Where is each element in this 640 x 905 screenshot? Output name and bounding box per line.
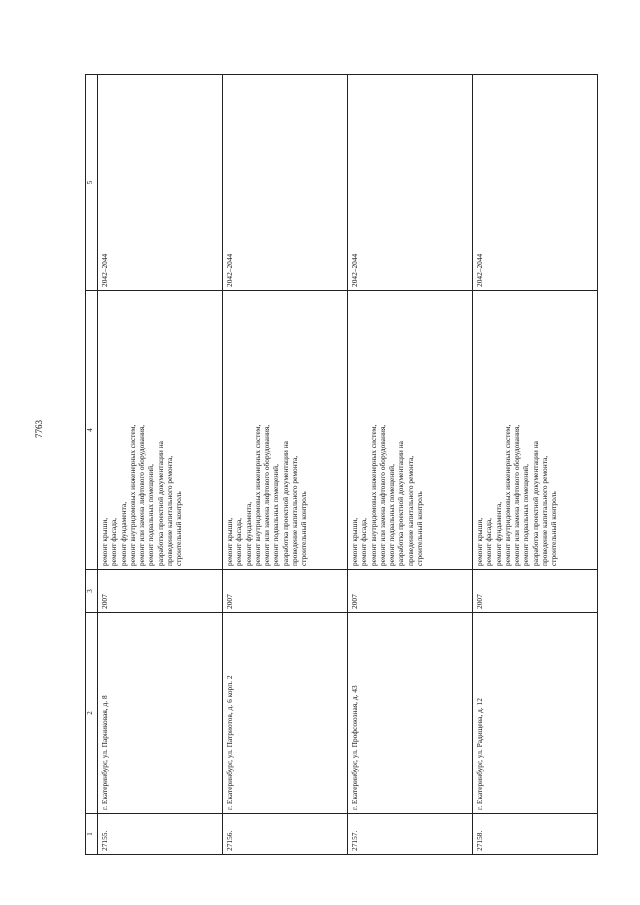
work-item: ремонт фасада, bbox=[484, 518, 494, 566]
repair-table bbox=[85, 74, 598, 855]
work-item: ремонт подвальных помещений, bbox=[387, 464, 396, 566]
work-item: ремонт подвальных помещений, bbox=[146, 464, 156, 566]
work-item: проведение капитального ремонта, bbox=[405, 455, 415, 566]
work-item: ремонт внутридомовых инженерных систем, bbox=[127, 424, 137, 566]
work-item: строительный контроль bbox=[174, 491, 183, 566]
header-col-2: 2 bbox=[86, 613, 98, 814]
work-item: разработка проектной документации на bbox=[396, 441, 406, 566]
year-cell: 2007 bbox=[348, 570, 473, 613]
work-item: ремонт или замена лифтового оборудования, bbox=[262, 424, 271, 566]
work-item: ремонт внутридомовых инженерных систем, bbox=[252, 424, 262, 566]
period-cell: 2042–2044 bbox=[348, 75, 473, 291]
work-item: разработка проектной документации на bbox=[155, 441, 165, 566]
header-row bbox=[86, 75, 98, 855]
header-col-1: 1 bbox=[86, 814, 98, 855]
work-item: проведение капитального ремонта, bbox=[289, 455, 299, 566]
address-cell: г. Екатеринбург, ул. Профсоюзная, д. 43 bbox=[348, 613, 473, 814]
address-cell: г. Екатеринбург, ул. Патриотов, д. 6 корп. 2 bbox=[223, 613, 348, 814]
work-item: ремонт крыши, bbox=[350, 517, 359, 566]
work-item: разработка проектной документации на bbox=[530, 441, 540, 566]
row-number-cell: 27155. bbox=[98, 814, 223, 855]
work-item: ремонт крыши, bbox=[225, 517, 234, 566]
address-cell: г. Екатеринбург, ул. Радищева, д. 12 bbox=[473, 613, 598, 814]
header-col-3: 3 bbox=[86, 570, 98, 613]
work-item: ремонт подвальных помещений, bbox=[521, 464, 531, 566]
work-item: ремонт фундамента, bbox=[118, 501, 128, 566]
header-col-5: 5 bbox=[86, 75, 98, 291]
work-item: ремонт подвальных помещений, bbox=[271, 464, 281, 566]
works-cell bbox=[348, 291, 473, 570]
work-item: ремонт внутридомовых инженерных систем, bbox=[368, 424, 378, 566]
table-row bbox=[223, 75, 348, 855]
period-cell: 2042–2044 bbox=[473, 75, 598, 291]
row-number-cell: 27156. bbox=[223, 814, 348, 855]
year-cell: 2007 bbox=[223, 570, 348, 613]
work-item: ремонт внутридомовых инженерных систем, bbox=[502, 424, 512, 566]
work-item: строительный контроль bbox=[414, 491, 424, 566]
row-number-cell: 27158. bbox=[473, 814, 598, 855]
table-body bbox=[98, 75, 598, 855]
work-item: ремонт фундамента, bbox=[243, 501, 253, 566]
work-item: ремонт крыши, bbox=[475, 517, 484, 566]
year-cell: 2007 bbox=[98, 570, 223, 613]
table-row bbox=[98, 75, 223, 855]
period-cell: 2042–2044 bbox=[223, 75, 348, 291]
work-item: ремонт или замена лифтового оборудования, bbox=[377, 424, 387, 566]
work-item: разработка проектной документации на bbox=[280, 441, 290, 566]
works-cell bbox=[473, 291, 598, 570]
work-item: проведение капитального ремонта, bbox=[539, 455, 549, 566]
works-cell bbox=[223, 291, 348, 570]
work-item: ремонт или замена лифтового оборудования, bbox=[137, 424, 146, 566]
work-item: ремонт фасада, bbox=[359, 518, 369, 566]
year-cell: 2007 bbox=[473, 570, 598, 613]
work-item: ремонт фасада, bbox=[109, 518, 119, 566]
repair-table-wrapper bbox=[85, 80, 590, 855]
header-col-4: 4 bbox=[86, 291, 98, 570]
page-number: 7763 bbox=[34, 420, 44, 438]
work-item: строительный контроль bbox=[549, 491, 558, 566]
row-number-cell: 27157. bbox=[348, 814, 473, 855]
work-item: проведение капитального ремонта, bbox=[164, 455, 174, 566]
work-item: ремонт фундамента, bbox=[493, 501, 503, 566]
period-cell: 2042–2044 bbox=[98, 75, 223, 291]
works-cell bbox=[98, 291, 223, 570]
work-item: ремонт фасада, bbox=[234, 518, 244, 566]
table-row bbox=[348, 75, 473, 855]
work-item: ремонт или замена лифтового оборудования, bbox=[512, 424, 521, 566]
work-item: строительный контроль bbox=[299, 491, 308, 566]
work-item: ремонт крыши, bbox=[100, 517, 109, 566]
address-cell: г. Екатеринбург, ул. Парниковая, д. 8 bbox=[98, 613, 223, 814]
table-row bbox=[473, 75, 598, 855]
